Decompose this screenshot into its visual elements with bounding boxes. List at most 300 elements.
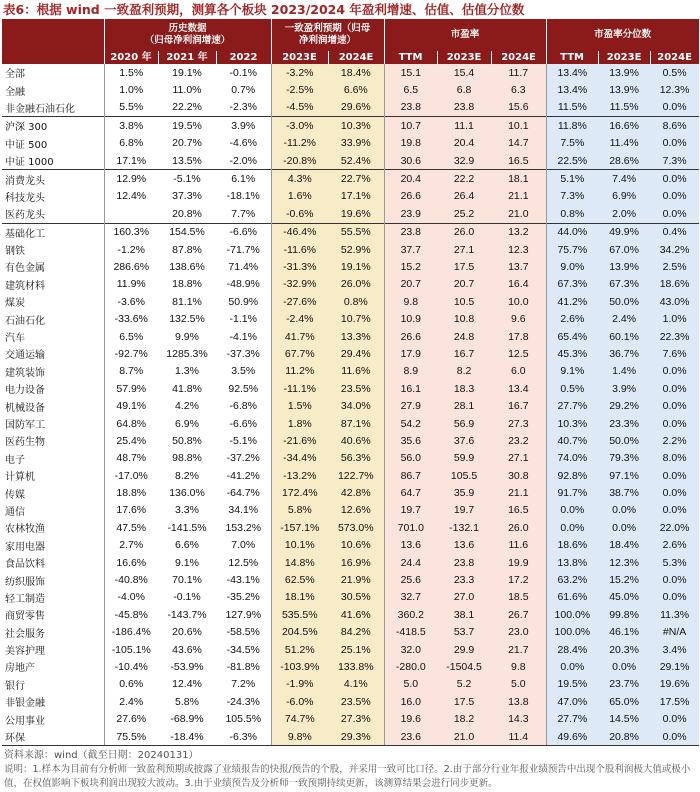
table-cell: -418.5 xyxy=(384,624,437,641)
table-cell: 6.9% xyxy=(158,415,216,432)
table-cell: 7.6% xyxy=(650,345,699,362)
table-cell: 286.6% xyxy=(104,258,158,275)
header-group: 市盈率 xyxy=(384,19,546,51)
table-cell: 18.2 xyxy=(437,710,491,727)
table-cell: 49.1% xyxy=(104,397,158,414)
table-cell: 0.0% xyxy=(650,710,699,727)
table-cell: 14.8% xyxy=(271,554,328,571)
table-cell: -1.2% xyxy=(104,241,158,258)
table-cell: 47.0% xyxy=(546,693,598,710)
table-cell: -13.2% xyxy=(271,467,328,484)
table-cell: 52.9% xyxy=(328,241,384,258)
table-cell: 23.5% xyxy=(328,380,384,397)
table-cell: 20.6% xyxy=(158,624,216,641)
table-cell: 20.4 xyxy=(384,170,437,188)
table-cell: 32.7 xyxy=(384,589,437,606)
table-cell: 38.7% xyxy=(598,484,650,501)
table-cell: -48.9% xyxy=(216,276,271,293)
table-cell: 19.1% xyxy=(328,258,384,275)
table-cell: 87.8% xyxy=(158,241,216,258)
table-cell: -37.2% xyxy=(216,450,271,467)
table-cell: 0.0% xyxy=(650,380,699,397)
table-cell: -43.1% xyxy=(216,571,271,588)
table-cell: 132.5% xyxy=(158,310,216,327)
table-cell: 2.4% xyxy=(598,310,650,327)
table-cell: 11.9% xyxy=(104,276,158,293)
table-cell: 63.2% xyxy=(546,571,598,588)
table-cell: 12.5 xyxy=(491,345,546,362)
table-cell: 30.8 xyxy=(491,467,546,484)
table-cell: 14.5% xyxy=(598,710,650,727)
row-label: 传媒 xyxy=(2,484,104,501)
table-cell: 11.1 xyxy=(437,117,491,135)
header-group xyxy=(2,19,104,51)
table-cell: 16.9% xyxy=(328,554,384,571)
row-label: 国防军工 xyxy=(2,415,104,432)
table-cell: 34.1% xyxy=(216,502,271,519)
column-header: 2024E xyxy=(328,51,384,64)
table-cell: 30.6 xyxy=(384,152,437,170)
table-cell: 23.2 xyxy=(491,432,546,449)
table-cell: 7.3% xyxy=(650,152,699,170)
table-cell: 172.4% xyxy=(271,484,328,501)
table-cell: 3.9% xyxy=(598,380,650,397)
table-cell: 0.0% xyxy=(650,415,699,432)
table-row xyxy=(2,658,699,675)
table-cell: 20.8% xyxy=(158,205,216,223)
table-cell: 33.9% xyxy=(328,135,384,152)
table-row xyxy=(2,345,699,362)
table-cell: 18.8% xyxy=(104,484,158,501)
table-cell: -2.4% xyxy=(271,310,328,327)
table-cell: 29.9 xyxy=(437,641,491,658)
table-cell: 9.6 xyxy=(491,310,546,327)
row-label: 轻工制造 xyxy=(2,589,104,606)
table-cell: 13.8% xyxy=(546,554,598,571)
table-cell: 27.3% xyxy=(328,710,384,727)
table-cell: 105.5 xyxy=(437,467,491,484)
table-cell: 18.1% xyxy=(271,589,328,606)
row-label: 机械设备 xyxy=(2,397,104,414)
table-cell: 7.7% xyxy=(216,205,271,223)
table-row xyxy=(2,728,699,746)
table-cell: 13.4 xyxy=(491,380,546,397)
table-cell: -3.6% xyxy=(104,293,158,310)
table-cell: 11.3% xyxy=(650,606,699,623)
table-cell: 2.6% xyxy=(546,310,598,327)
row-label: 非银金融 xyxy=(2,693,104,710)
table-cell: 22.7% xyxy=(328,170,384,188)
table-cell: 16.5 xyxy=(491,152,546,170)
table-cell: 50.0% xyxy=(598,432,650,449)
table-cell: 12.6% xyxy=(328,502,384,519)
table-cell: 0.6% xyxy=(104,676,158,693)
table-cell: 29.2% xyxy=(598,397,650,414)
table-row xyxy=(2,276,699,293)
table-cell: 15.1 xyxy=(384,64,437,81)
table-cell: 19.1% xyxy=(158,64,216,81)
column-header: 2024E xyxy=(650,51,699,64)
table-cell: 70.1% xyxy=(158,571,216,588)
table-cell: 60.1% xyxy=(598,328,650,345)
table-cell: 26.6 xyxy=(384,188,437,205)
table-cell: 10.5 xyxy=(437,293,491,310)
table-cell: 29.4% xyxy=(328,345,384,362)
table-cell: 27.9 xyxy=(384,397,437,414)
table-cell: 127.9% xyxy=(216,606,271,623)
table-cell: 20.7 xyxy=(437,276,491,293)
table-cell: 18.4% xyxy=(328,64,384,81)
table-cell: 19.7 xyxy=(384,502,437,519)
column-header: 2020 年 xyxy=(104,51,158,64)
table-cell: 11.6 xyxy=(491,537,546,554)
table-cell: 51.2% xyxy=(271,641,328,658)
table-cell: 56.3% xyxy=(328,450,384,467)
table-cell: -46.4% xyxy=(271,223,328,241)
table-cell: -34.5% xyxy=(216,641,271,658)
table-cell: 4.2% xyxy=(158,397,216,414)
table-cell: 16.4 xyxy=(491,276,546,293)
table-cell: 0.0% xyxy=(546,658,598,675)
table-cell: 98.8% xyxy=(158,450,216,467)
table-cell: 0.0% xyxy=(598,502,650,519)
table-cell: -24.3% xyxy=(216,693,271,710)
table-cell: 13.7 xyxy=(491,258,546,275)
table-cell: 22.3% xyxy=(650,328,699,345)
table-cell: 2.0% xyxy=(598,205,650,223)
table-title: 表6：根据 wind 一致盈利预期，测算各个板块 2023/2024 年盈利增速、估值、估值分位数 xyxy=(3,2,525,17)
row-label: 煤炭 xyxy=(2,293,104,310)
table-cell: 4.3% xyxy=(271,170,328,188)
table-cell: -92.7% xyxy=(104,345,158,362)
table-row xyxy=(2,397,699,414)
table-cell: 45.0% xyxy=(598,589,650,606)
table-cell: 43.6% xyxy=(158,641,216,658)
table-cell: 22.5% xyxy=(546,152,598,170)
table-cell: 27.7% xyxy=(546,710,598,727)
table-cell: 49.9% xyxy=(598,223,650,241)
table-cell: -37.3% xyxy=(216,345,271,362)
table-cell: 9.8 xyxy=(491,658,546,675)
table-cell: -20.8% xyxy=(271,152,328,170)
table-cell: 10.8 xyxy=(437,310,491,327)
table-cell: 21.1 xyxy=(491,484,546,501)
table-cell: 17.5 xyxy=(437,258,491,275)
table-cell: 99.8% xyxy=(598,606,650,623)
table-cell: -11.1% xyxy=(271,380,328,397)
row-label: 公用事业 xyxy=(2,710,104,727)
row-label: 医药生物 xyxy=(2,432,104,449)
table-cell: 360.2 xyxy=(384,606,437,623)
table-cell: 6.5 xyxy=(384,81,437,98)
table-cell: -0.1% xyxy=(158,589,216,606)
table-cell: -4.5% xyxy=(271,99,328,117)
table-cell: 28.6% xyxy=(598,152,650,170)
column-header xyxy=(2,51,104,64)
table-cell: 27.0 xyxy=(437,589,491,606)
table-cell: 11.4 xyxy=(491,728,546,746)
table-cell: 29.1% xyxy=(650,658,699,675)
table-cell: 13.9% xyxy=(598,64,650,81)
table-cell: -18.4% xyxy=(158,728,216,746)
table-cell: 20.4 xyxy=(437,135,491,152)
table-cell: -53.9% xyxy=(158,658,216,675)
table-cell: 23.8 xyxy=(384,99,437,117)
table-cell: 17.2 xyxy=(491,571,546,588)
table-cell: 21.7 xyxy=(491,641,546,658)
table-row xyxy=(2,188,699,205)
valuation-table xyxy=(2,19,700,746)
table-row xyxy=(2,241,699,258)
table-cell: 23.0 xyxy=(491,624,546,641)
row-label: 交通运输 xyxy=(2,345,104,362)
table-cell: 16.5 xyxy=(491,502,546,519)
table-cell: -1.9% xyxy=(271,676,328,693)
table-cell: 17.8 xyxy=(491,328,546,345)
table-cell: 54.2 xyxy=(384,415,437,432)
table-cell: 13.8 xyxy=(491,693,546,710)
table-cell: -81.8% xyxy=(216,658,271,675)
table-cell: -5.1% xyxy=(158,170,216,188)
table-cell: 64.7 xyxy=(384,484,437,501)
table-row xyxy=(2,258,699,275)
table-row xyxy=(2,170,699,188)
table-cell: -21.6% xyxy=(271,432,328,449)
table-cell: 12.4% xyxy=(104,188,158,205)
table-cell: 18.6% xyxy=(650,276,699,293)
table-cell: 0.4% xyxy=(650,223,699,241)
table-cell: 1.5% xyxy=(104,64,158,81)
table-cell: 0.8% xyxy=(328,293,384,310)
row-label: 电子 xyxy=(2,450,104,467)
table-cell: -64.7% xyxy=(216,484,271,501)
row-label: 全融 xyxy=(2,81,104,98)
table-cell: 105.5% xyxy=(216,710,271,727)
table-cell: -33.6% xyxy=(104,310,158,327)
header-group: 市盈率分位数 xyxy=(546,19,699,51)
table-cell: 17.5% xyxy=(650,693,699,710)
table-cell: 50.9% xyxy=(216,293,271,310)
table-cell: 9.1% xyxy=(158,554,216,571)
table-cell xyxy=(104,205,158,223)
table-cell: 16.6% xyxy=(598,117,650,135)
header-group: 历史数据 （归母净利润增速） xyxy=(104,19,271,51)
table-cell: 25.4% xyxy=(104,432,158,449)
table-row xyxy=(2,135,699,152)
table-cell: 10.9 xyxy=(384,310,437,327)
table-cell: 62.5% xyxy=(271,571,328,588)
table-cell: 0.0% xyxy=(650,135,699,152)
table-cell: 20.7% xyxy=(158,135,216,152)
table-cell: 75.7% xyxy=(546,241,598,258)
table-cell: 28.1 xyxy=(437,397,491,414)
table-cell: 3.3% xyxy=(158,502,216,519)
table-cell: 35.6 xyxy=(384,432,437,449)
row-label: 美容护理 xyxy=(2,641,104,658)
row-label: 银行 xyxy=(2,676,104,693)
table-cell: 26.6 xyxy=(384,328,437,345)
table-cell: 65.0% xyxy=(598,693,650,710)
table-cell: 11.7 xyxy=(491,64,546,81)
table-cell: 23.3 xyxy=(437,571,491,588)
table-cell: 27.1 xyxy=(437,241,491,258)
table-row xyxy=(2,467,699,484)
table-row xyxy=(2,205,699,223)
table-cell: 11.0% xyxy=(158,81,216,98)
table-cell: 7.0% xyxy=(216,537,271,554)
table-cell: 6.5% xyxy=(104,328,158,345)
table-cell: 59.9 xyxy=(437,450,491,467)
table-cell: -10.4% xyxy=(104,658,158,675)
table-cell: 11.4% xyxy=(598,135,650,152)
column-header: TTM xyxy=(546,51,598,64)
table-cell: 17.1% xyxy=(328,188,384,205)
row-label: 建筑装饰 xyxy=(2,363,104,380)
table-cell: 1.6% xyxy=(271,188,328,205)
row-label: 环保 xyxy=(2,728,104,746)
table-cell: 0.8% xyxy=(546,205,598,223)
table-cell: -6.6% xyxy=(216,415,271,432)
table-cell: 26.0 xyxy=(437,223,491,241)
table-cell: 0.0% xyxy=(598,519,650,536)
table-cell: -41.2% xyxy=(216,467,271,484)
table-cell: 15.4 xyxy=(437,64,491,81)
table-cell: 21.1 xyxy=(491,188,546,205)
table-cell: 17.6% xyxy=(104,502,158,519)
table-cell: -31.3% xyxy=(271,258,328,275)
table-cell: 3.8% xyxy=(104,117,158,135)
table-cell: -2.5% xyxy=(271,81,328,98)
table-cell: 0.0% xyxy=(546,502,598,519)
table-cell: 22.2% xyxy=(158,99,216,117)
table-cell: 10.7 xyxy=(384,117,437,135)
table-cell: 6.8 xyxy=(437,81,491,98)
table-cell: 1.0% xyxy=(650,310,699,327)
table-cell: 74.7% xyxy=(271,710,328,727)
column-header: 2021 年 xyxy=(158,51,216,64)
table-cell: 64.8% xyxy=(104,415,158,432)
table-cell: 18.5 xyxy=(491,589,546,606)
table-cell: -143.7% xyxy=(158,606,216,623)
table-cell: 5.2 xyxy=(437,676,491,693)
table-cell: 23.8 xyxy=(437,99,491,117)
table-cell: 19.6% xyxy=(328,205,384,223)
table-cell: 25.6 xyxy=(384,571,437,588)
table-cell: 5.0 xyxy=(384,676,437,693)
table-cell: 41.2% xyxy=(546,293,598,310)
table-row xyxy=(2,537,699,554)
table-cell: 32.0 xyxy=(384,641,437,658)
table-cell: 86.7 xyxy=(384,467,437,484)
table-cell: 133.8% xyxy=(328,658,384,675)
table-cell: 122.7% xyxy=(328,467,384,484)
table-cell: 3.4% xyxy=(650,641,699,658)
table-cell: 1.0% xyxy=(104,81,158,98)
table-row xyxy=(2,624,699,641)
table-row xyxy=(2,589,699,606)
header-group-row xyxy=(2,19,699,51)
table-cell: 55.5% xyxy=(328,223,384,241)
source-note: 资料来源：wind（截至日期：20240131） xyxy=(4,750,199,762)
table-row xyxy=(2,117,699,135)
column-header: 2023E xyxy=(437,51,491,64)
table-cell: 28.4% xyxy=(546,641,598,658)
table-cell: -3.2% xyxy=(271,64,328,81)
table-cell: 79.3% xyxy=(598,450,650,467)
table-cell: 10.3% xyxy=(546,415,598,432)
column-header: 2022 xyxy=(216,51,271,64)
table-cell: 23.3% xyxy=(598,415,650,432)
table-cell: 41.6% xyxy=(328,606,384,623)
table-cell: -45.8% xyxy=(104,606,158,623)
table-cell: 20.8% xyxy=(598,728,650,746)
table-cell: 27.3 xyxy=(491,415,546,432)
table-cell: 6.8% xyxy=(104,135,158,152)
table-cell: 14.7 xyxy=(491,135,546,152)
table-cell: 19.5% xyxy=(546,676,598,693)
table-cell: 21.9% xyxy=(328,571,384,588)
table-cell: 45.3% xyxy=(546,345,598,362)
row-label: 家用电器 xyxy=(2,537,104,554)
table-cell: -11.2% xyxy=(271,135,328,152)
table-cell: 27.6% xyxy=(104,710,158,727)
table-cell: 65.4% xyxy=(546,328,598,345)
row-label: 社会服务 xyxy=(2,624,104,641)
table-cell: 535.5% xyxy=(271,606,328,623)
table-cell: 15.2 xyxy=(384,258,437,275)
table-cell: 29.3% xyxy=(328,728,384,746)
table-cell: 10.0 xyxy=(491,293,546,310)
table-cell: 23.6 xyxy=(384,728,437,746)
row-label: 基础化工 xyxy=(2,223,104,241)
column-header: 2023E xyxy=(271,51,328,64)
table-cell: 8.7% xyxy=(104,363,158,380)
table-cell: 7.4% xyxy=(598,170,650,188)
table-cell: 56.9 xyxy=(437,415,491,432)
row-label: 电力设备 xyxy=(2,380,104,397)
table-cell: 18.4% xyxy=(598,537,650,554)
table-cell: 9.0% xyxy=(546,258,598,275)
table-cell: 18.6% xyxy=(546,537,598,554)
table-cell: 153.2% xyxy=(216,519,271,536)
table-cell: 12.3 xyxy=(491,241,546,258)
table-cell: 0.0% xyxy=(650,589,699,606)
table-cell: 26.7 xyxy=(491,606,546,623)
table-cell: -40.8% xyxy=(104,571,158,588)
table-cell: 26.0 xyxy=(491,519,546,536)
table-cell: -34.4% xyxy=(271,450,328,467)
table-cell: 43.0% xyxy=(650,293,699,310)
table-cell: 19.9 xyxy=(491,554,546,571)
table-cell: 10.3% xyxy=(328,117,384,135)
table-cell: -4.0% xyxy=(104,589,158,606)
row-label: 食品饮料 xyxy=(2,554,104,571)
table-row xyxy=(2,502,699,519)
column-header: 2023E xyxy=(598,51,650,64)
table-cell: 17.1% xyxy=(104,152,158,170)
table-cell: 22.2 xyxy=(437,170,491,188)
table-cell: -2.3% xyxy=(216,99,271,117)
table-cell: 6.1% xyxy=(216,170,271,188)
table-cell: 41.8% xyxy=(158,380,216,397)
table-cell: 0.0% xyxy=(650,502,699,519)
table-cell: 61.6% xyxy=(546,589,598,606)
table-cell: 44.0% xyxy=(546,223,598,241)
table-cell: 3.5% xyxy=(216,363,271,380)
table-cell: 0.7% xyxy=(216,81,271,98)
table-cell: 23.8 xyxy=(384,223,437,241)
table-cell: 10.1% xyxy=(271,537,328,554)
